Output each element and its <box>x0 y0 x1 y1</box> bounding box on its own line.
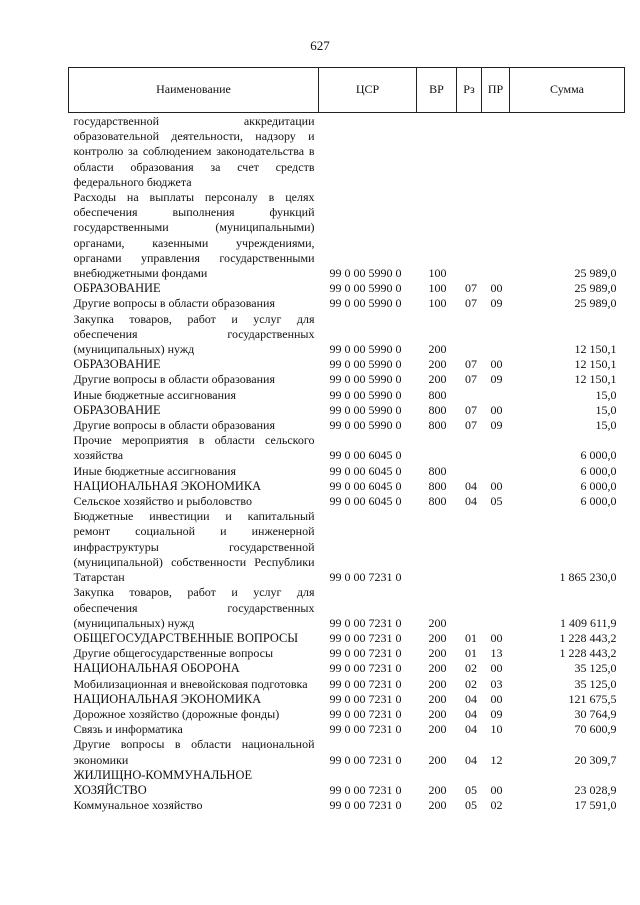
row-name: ОБРАЗОВАНИЕ <box>73 402 161 417</box>
row-sum: 1 228 443,2 <box>559 630 617 645</box>
row-vr: 200 <box>428 661 447 676</box>
row-vr: 200 <box>428 615 447 630</box>
table-row <box>69 464 625 479</box>
row-csr: 99 0 00 7231 0 <box>329 570 402 585</box>
row-sum: 6 000,0 <box>580 463 617 478</box>
table-row <box>69 494 625 509</box>
row-sum: 25 989,0 <box>574 281 617 296</box>
row-rz: 07 <box>465 402 477 417</box>
row-pr <box>482 113 510 191</box>
table-row <box>69 646 625 661</box>
row-pr: 10 <box>490 722 503 737</box>
row-pr: 00 <box>490 478 503 493</box>
row-csr: 99 0 00 7231 0 <box>329 752 402 767</box>
row-rz: 07 <box>465 418 477 433</box>
row-vr <box>417 433 457 463</box>
row-name: Связь и информатика <box>73 722 183 737</box>
header-row <box>69 68 625 113</box>
row-sum: 23 028,9 <box>574 782 617 797</box>
header-pr: ПР <box>482 68 510 113</box>
row-rz: 07 <box>465 372 477 387</box>
row-csr: 99 0 00 5990 0 <box>329 372 402 387</box>
budget-table <box>68 67 625 813</box>
table-row <box>69 190 625 281</box>
row-vr: 100 <box>428 281 447 296</box>
row-pr: 00 <box>490 782 503 797</box>
row-sum: 12 150,1 <box>574 357 617 372</box>
row-sum <box>510 113 625 191</box>
row-csr <box>319 113 417 191</box>
row-name: НАЦИОНАЛЬНАЯ ЭКОНОМИКА <box>73 478 262 493</box>
table-row <box>69 388 625 403</box>
row-csr: 99 0 00 6045 0 <box>329 494 402 509</box>
row-pr <box>482 585 510 631</box>
row-csr: 99 0 00 7231 0 <box>329 661 402 676</box>
row-csr: 99 0 00 7231 0 <box>329 798 402 813</box>
row-csr: 99 0 00 7231 0 <box>329 706 402 721</box>
row-pr <box>482 433 510 463</box>
row-vr: 800 <box>428 387 447 402</box>
row-sum: 15,0 <box>595 402 617 417</box>
table-row <box>69 479 625 494</box>
row-rz: 02 <box>465 661 477 676</box>
row-rz <box>457 190 482 281</box>
row-csr: 99 0 00 5990 0 <box>329 342 402 357</box>
row-csr: 99 0 00 5990 0 <box>329 418 402 433</box>
row-pr: 09 <box>490 296 503 311</box>
row-name: Коммунальное хозяйство <box>73 798 203 813</box>
row-pr: 02 <box>490 798 503 813</box>
row-sum: 20 309,7 <box>574 752 617 767</box>
row-name: ОБЩЕГОСУДАРСТВЕННЫЕ ВОПРОСЫ <box>73 630 299 645</box>
row-name: Расходы на выплаты персоналу в целях обеспечения выполнения функций государственными (муниципальными) органами, казенными учреждениями, органами управления государственными внебюджетными фондами <box>73 190 315 281</box>
row-csr: 99 0 00 5990 0 <box>329 296 402 311</box>
row-vr: 800 <box>428 478 447 493</box>
row-csr: 99 0 00 7231 0 <box>329 615 402 630</box>
row-name: ОБРАЗОВАНИЕ <box>73 281 161 296</box>
row-vr: 100 <box>428 266 447 281</box>
row-vr <box>417 509 457 585</box>
table-row <box>69 372 625 387</box>
row-vr: 200 <box>428 782 447 797</box>
header-vr: ВР <box>417 68 457 113</box>
row-vr <box>417 113 457 191</box>
row-vr: 200 <box>428 342 447 357</box>
row-name: Другие вопросы в области образования <box>73 372 275 387</box>
row-name: Закупка товаров, работ и услуг для обеспечения государственных (муниципальных) нужд <box>73 585 315 630</box>
row-name: ОБРАЗОВАНИЕ <box>73 357 161 372</box>
table-row <box>69 798 625 813</box>
row-sum: 12 150,1 <box>574 372 617 387</box>
row-csr: 99 0 00 5990 0 <box>329 357 402 372</box>
row-vr: 800 <box>428 418 447 433</box>
row-vr: 100 <box>428 296 447 311</box>
row-csr: 99 0 00 5990 0 <box>329 402 402 417</box>
row-name: Иные бюджетные ассигнования <box>73 463 236 478</box>
table-row <box>69 357 625 372</box>
row-vr: 200 <box>428 691 447 706</box>
table-row <box>69 585 625 631</box>
row-pr: 09 <box>490 418 503 433</box>
row-sum: 15,0 <box>595 418 617 433</box>
header-csr: ЦСР <box>319 68 417 113</box>
table-row <box>69 737 625 767</box>
row-rz <box>457 585 482 631</box>
table-row <box>69 433 625 463</box>
row-pr <box>482 312 510 358</box>
table-row <box>69 113 625 191</box>
row-rz: 04 <box>465 752 477 767</box>
row-vr: 200 <box>428 630 447 645</box>
row-csr: 99 0 00 6045 0 <box>329 478 402 493</box>
row-rz <box>457 312 482 358</box>
row-vr: 200 <box>428 372 447 387</box>
row-name: НАЦИОНАЛЬНАЯ ЭКОНОМИКА <box>73 691 262 706</box>
row-pr: 05 <box>490 494 503 509</box>
row-vr: 800 <box>428 463 447 478</box>
table-row <box>69 509 625 585</box>
row-pr: 00 <box>490 357 503 372</box>
row-csr: 99 0 00 7231 0 <box>329 630 402 645</box>
row-name: Другие вопросы в области национальной экономики <box>73 737 315 767</box>
row-sum: 1 865 230,0 <box>559 570 617 585</box>
row-csr: 99 0 00 7231 0 <box>329 691 402 706</box>
row-name: Другие вопросы в области образования <box>73 296 275 311</box>
page-number: 627 <box>310 38 330 53</box>
table-row <box>69 692 625 707</box>
table-row <box>69 707 625 722</box>
table-row <box>69 768 625 798</box>
row-vr: 800 <box>428 402 447 417</box>
row-rz: 01 <box>465 646 477 661</box>
row-sum: 70 600,9 <box>574 722 617 737</box>
row-sum: 1 228 443,2 <box>559 646 617 661</box>
row-name: Мобилизационная и вневойсковая подготовка <box>73 676 308 691</box>
row-pr <box>482 509 510 585</box>
row-name: государственной аккредитации образовательной деятельности, надзору и контролю за соблюдением законодательства в области образования за счет средств федерального бюджета <box>73 114 315 189</box>
table-row <box>69 677 625 692</box>
row-sum: 12 150,1 <box>574 342 617 357</box>
table-row <box>69 631 625 646</box>
row-name: ЖИЛИЩНО-КОММУНАЛЬНОЕ ХОЗЯЙСТВО <box>73 767 253 797</box>
header-name: Наименование <box>69 68 319 113</box>
row-sum: 121 675,5 <box>568 691 617 706</box>
table-row <box>69 296 625 311</box>
row-sum: 35 125,0 <box>574 661 617 676</box>
table-row <box>69 418 625 433</box>
row-rz <box>457 464 482 479</box>
row-vr: 200 <box>428 646 447 661</box>
row-rz: 07 <box>465 296 477 311</box>
row-sum: 15,0 <box>595 387 617 402</box>
row-pr: 00 <box>490 691 503 706</box>
table-row <box>69 403 625 418</box>
row-csr: 99 0 00 7231 0 <box>329 782 402 797</box>
row-rz: 04 <box>465 706 477 721</box>
row-name: Иные бюджетные ассигнования <box>73 387 236 402</box>
row-csr: 99 0 00 5990 0 <box>329 281 402 296</box>
row-rz <box>457 113 482 191</box>
row-sum: 25 989,0 <box>574 296 617 311</box>
row-vr: 200 <box>428 722 447 737</box>
table-row <box>69 661 625 676</box>
row-name: Бюджетные инвестиции и капитальный ремонт социальной и инженерной инфраструктуры государственной (муниципальной) собственности Республики Татарстан <box>73 509 315 585</box>
row-rz: 05 <box>465 782 477 797</box>
row-rz: 04 <box>465 478 477 493</box>
table-header <box>69 68 625 113</box>
row-rz: 04 <box>465 722 477 737</box>
row-pr: 09 <box>490 372 503 387</box>
header-sum: Сумма <box>510 68 625 113</box>
row-rz: 05 <box>465 798 477 813</box>
header-rz: Рз <box>457 68 482 113</box>
row-rz <box>457 433 482 463</box>
row-pr: 03 <box>490 676 503 691</box>
row-pr: 00 <box>490 661 503 676</box>
row-name: Закупка товаров, работ и услуг для обеспечения государственных (муниципальных) нужд <box>73 311 315 357</box>
row-sum: 35 125,0 <box>574 676 617 691</box>
row-vr: 200 <box>428 752 447 767</box>
row-pr <box>482 464 510 479</box>
row-csr: 99 0 00 6045 0 <box>329 448 402 463</box>
table-row <box>69 722 625 737</box>
row-rz: 01 <box>465 630 477 645</box>
table-body <box>69 113 625 814</box>
row-csr: 99 0 00 5990 0 <box>329 266 402 281</box>
row-rz: 02 <box>465 676 477 691</box>
row-name: Другие вопросы в области образования <box>73 418 275 433</box>
row-pr: 00 <box>490 402 503 417</box>
row-rz: 04 <box>465 691 477 706</box>
row-pr: 00 <box>490 281 503 296</box>
row-pr: 13 <box>490 646 503 661</box>
row-sum: 1 409 611,9 <box>559 615 617 630</box>
row-rz: 07 <box>465 357 477 372</box>
row-vr: 200 <box>428 357 447 372</box>
row-csr: 99 0 00 7231 0 <box>329 722 402 737</box>
row-pr: 09 <box>490 706 503 721</box>
row-pr: 00 <box>490 630 503 645</box>
row-vr: 200 <box>428 676 447 691</box>
row-name: Дорожное хозяйство (дорожные фонды) <box>73 706 280 721</box>
row-name: Сельское хозяйство и рыболовство <box>73 494 253 509</box>
row-pr <box>482 190 510 281</box>
table-row <box>69 312 625 358</box>
row-name: НАЦИОНАЛЬНАЯ ОБОРОНА <box>73 661 240 676</box>
row-csr: 99 0 00 5990 0 <box>329 387 402 402</box>
table-row <box>69 281 625 296</box>
row-vr: 200 <box>428 706 447 721</box>
row-pr <box>482 388 510 403</box>
row-rz: 07 <box>465 281 477 296</box>
row-csr: 99 0 00 6045 0 <box>329 463 402 478</box>
row-sum: 30 764,9 <box>574 706 617 721</box>
row-csr: 99 0 00 7231 0 <box>329 676 402 691</box>
row-sum: 6 000,0 <box>580 478 617 493</box>
row-sum: 25 989,0 <box>574 266 617 281</box>
row-sum: 6 000,0 <box>580 448 617 463</box>
row-rz <box>457 509 482 585</box>
row-vr: 800 <box>428 494 447 509</box>
row-sum: 6 000,0 <box>580 494 617 509</box>
row-name: Прочие мероприятия в области сельского хозяйства <box>73 433 315 463</box>
row-vr: 200 <box>428 798 447 813</box>
row-rz <box>457 388 482 403</box>
row-csr: 99 0 00 7231 0 <box>329 646 402 661</box>
row-name: Другие общегосударственные вопросы <box>73 646 274 661</box>
row-rz: 04 <box>465 494 477 509</box>
row-sum: 17 591,0 <box>574 798 617 813</box>
row-pr: 12 <box>490 752 503 767</box>
